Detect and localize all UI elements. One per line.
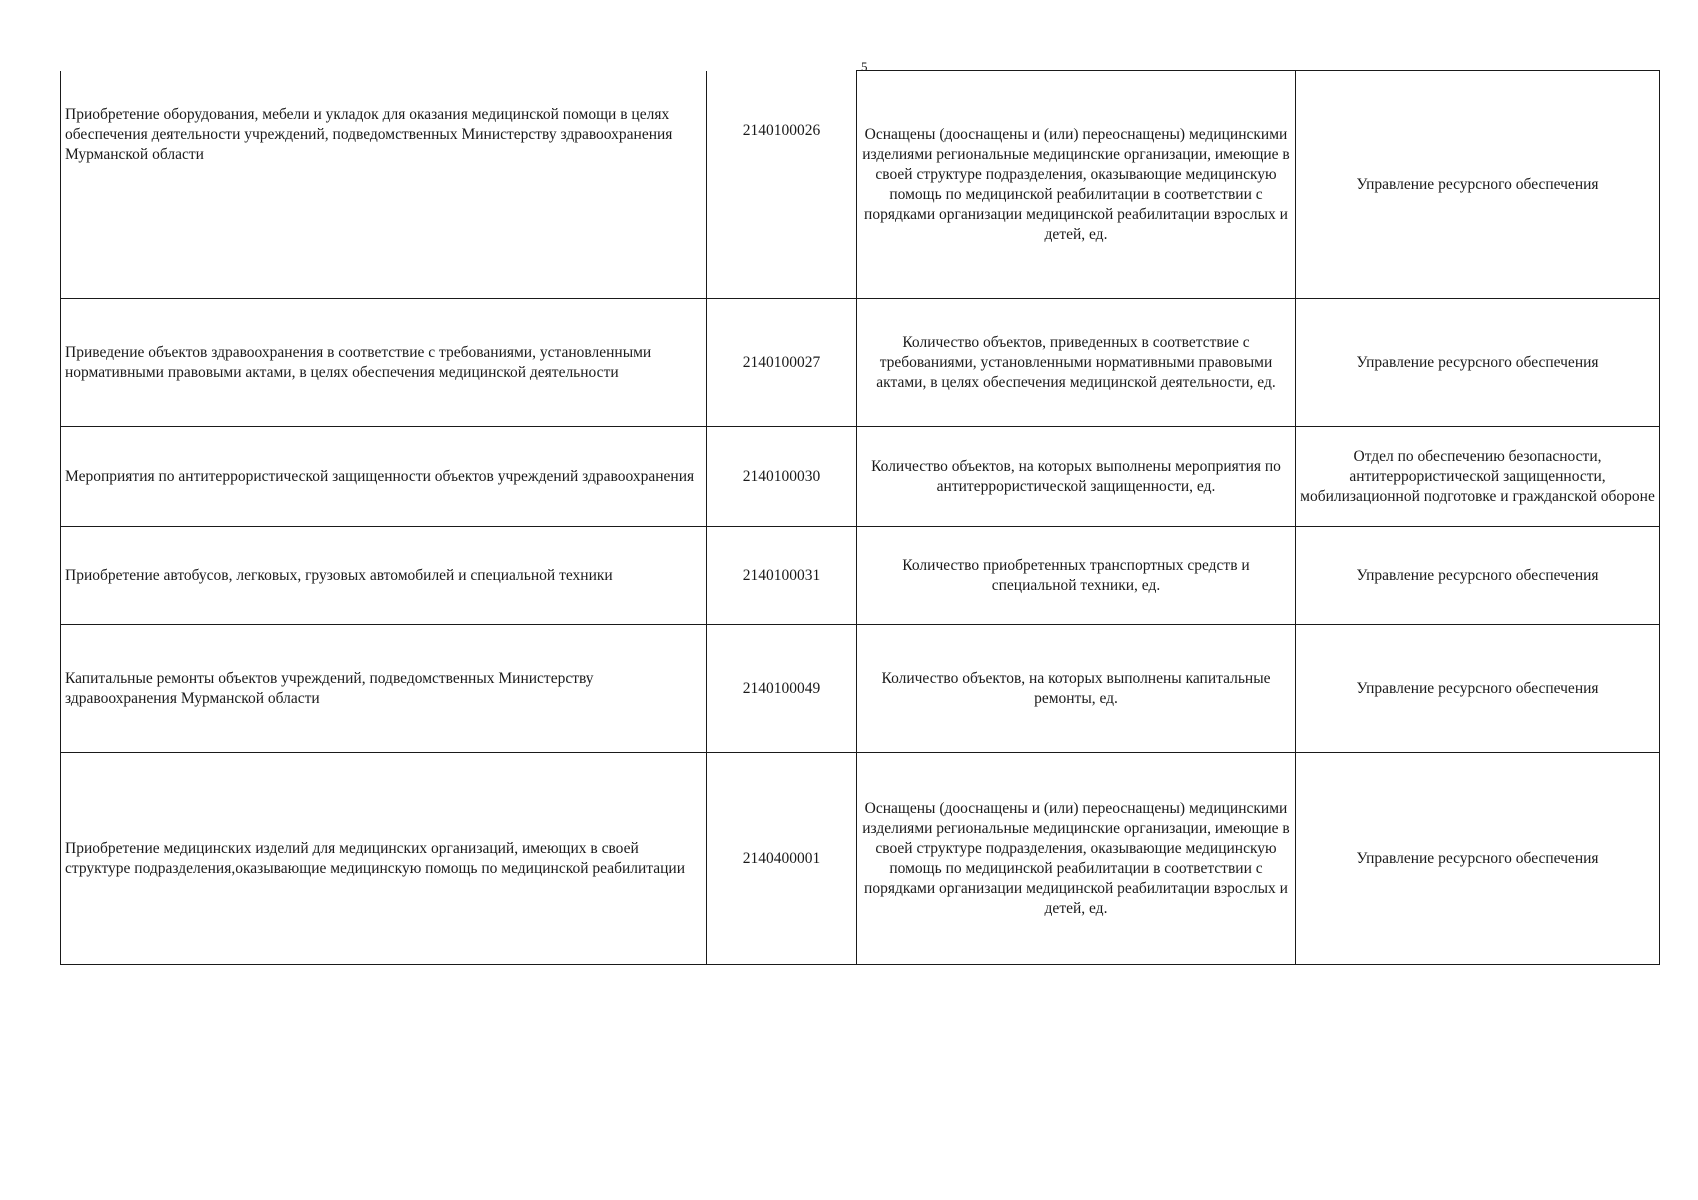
code-cell: 2140100049 [707,625,857,753]
event-cell: Приобретение оборудования, мебели и укладок для оказания медицинской помощи в целях обеспечения деятельности учреждений, подведомственных Министерству здравоохранения Мурманской области [61,71,707,299]
event-cell: Приведение объектов здравоохранения в соответствие с требованиями, установленными нормативными правовыми актами, в целях обеспечения медицинской деятельности [61,299,707,427]
code-cell: 2140100031 [707,527,857,625]
table-row [61,299,1660,427]
events-table [60,70,1660,965]
event-cell: Капитальные ремонты объектов учреждений, подведомственных Министерству здравоохранения Мурманской области [61,625,707,753]
table-row [61,71,1660,299]
table-row [61,625,1660,753]
responsible-cell: Управление ресурсного обеспечения [1296,299,1660,427]
responsible-cell: Управление ресурсного обеспечения [1296,625,1660,753]
code-cell: 2140100027 [707,299,857,427]
table-row [61,753,1660,965]
code-cell: 2140100030 [707,427,857,527]
code-cell: 2140400001 [707,753,857,965]
page-number: 5 [861,59,868,74]
indicator-cell: Количество объектов, на которых выполнены капитальные ремонты, ед. [857,625,1296,753]
responsible-cell: Управление ресурсного обеспечения [1296,753,1660,965]
indicator-cell: Оснащены (дооснащены и (или) переоснащены) медицинскими изделиями региональные медицинские организации, имеющие в своей структуре подразделения, оказывающие медицинскую помощь по медицинской реабилитации в соответствии с порядками организации медицинской реабилитации взрослых и детей, ед. [857,71,1296,299]
indicator-cell: Оснащены (дооснащены и (или) переоснащены) медицинскими изделиями региональные медицинские организации, имеющие в своей структуре подразделения, оказывающие медицинскую помощь по медицинской реабилитации в соответствии с порядками организации медицинской реабилитации взрослых и детей, ед. [857,753,1296,965]
indicator-cell: Количество приобретенных транспортных средств и специальной техники, ед. [857,527,1296,625]
code-cell: 2140100026 [707,71,857,299]
responsible-cell: Управление ресурсного обеспечения [1296,527,1660,625]
responsible-cell: Отдел по обеспечению безопасности, антитеррористической защищенности, мобилизационной подготовке и гражданской обороне [1296,427,1660,527]
table-row [61,527,1660,625]
event-cell: Приобретение медицинских изделий для медицинских организаций, имеющих в своей структуре подразделения,оказывающие медицинскую помощь по медицинской реабилитации [61,753,707,965]
event-cell: Приобретение автобусов, легковых, грузовых автомобилей и специальной техники [61,527,707,625]
event-cell: Мероприятия по антитеррористической защищенности объектов учреждений здравоохранения [61,427,707,527]
indicator-cell: Количество объектов, на которых выполнены мероприятия по антитеррористической защищенности, ед. [857,427,1296,527]
indicator-cell: Количество объектов, приведенных в соответствие с требованиями, установленными нормативными правовыми актами, в целях обеспечения медицинской деятельности, ед. [857,299,1296,427]
table-row [61,427,1660,527]
responsible-cell: Управление ресурсного обеспечения [1296,71,1660,299]
